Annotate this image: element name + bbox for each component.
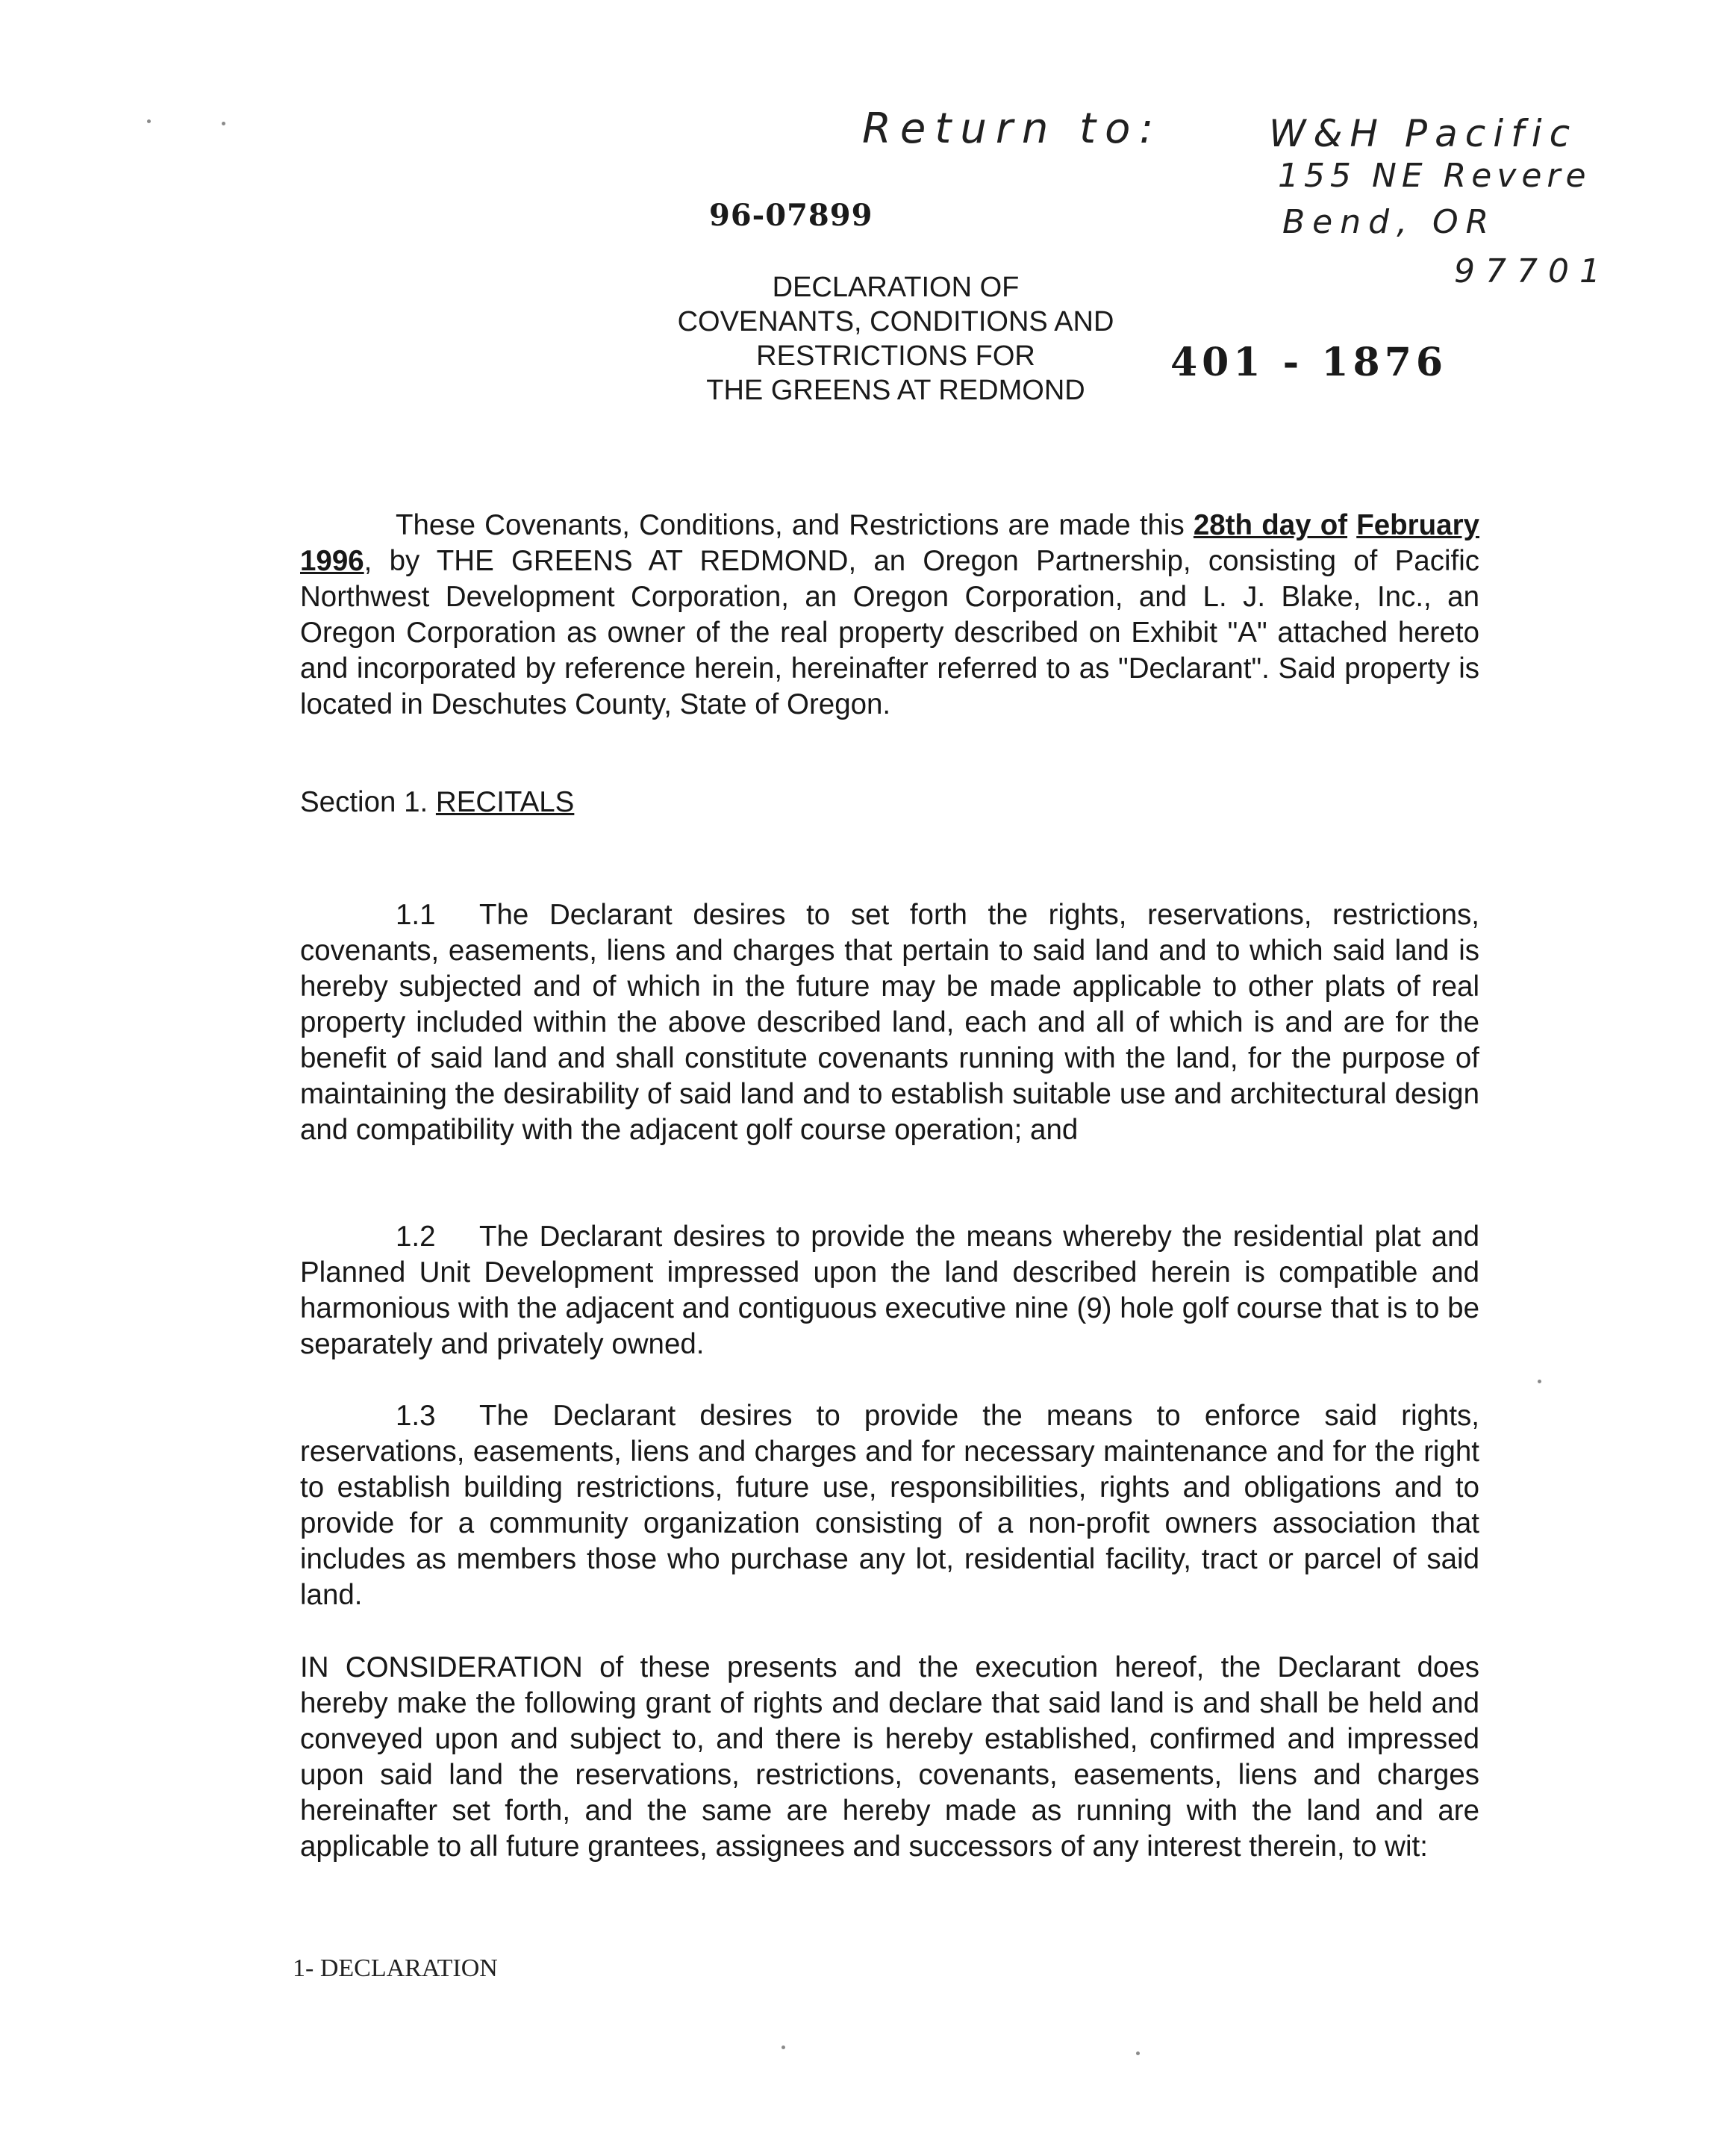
recital-paragraph-1-1	[300, 897, 1479, 1148]
intro-paragraph	[300, 508, 1479, 723]
intro-rest: , by THE GREENS AT REDMOND, an Oregon Partnership, consisting of Pacific Northwest Development Corporation, an Oregon Corporation, and L. J. Blake, Inc., an Oregon Corporation as owner of the real property described on Exhibit "A" attached hereto and incorporated by reference herein, hereinafter referred to as "Declarant". Said property is located in Deschutes County, State of Oregon.	[300, 545, 1479, 720]
section-heading	[300, 786, 574, 819]
scan-speck	[222, 122, 225, 125]
handwritten-address-line-2: 155 NE Revere	[1278, 157, 1591, 195]
paragraph-text: The Declarant desires to provide the means to enforce said rights, reservations, easements, liens and charges and for necessary maintenance and for the right to establish building restrictions, future use, responsibilities, rights and obligations and to provide for a community organization consisting of a non-profit owners association that includes as members those who purchase any lot, residential facility, tract or parcel of said land.	[300, 1400, 1479, 1611]
section-label: Section 1.	[300, 786, 436, 818]
recital-paragraph-1-2	[300, 1219, 1479, 1362]
paragraph-number: 1.2	[396, 1221, 436, 1253]
document-title	[627, 270, 1164, 408]
handwritten-address-line-4: 97701	[1454, 252, 1611, 290]
paragraph-number: 1.3	[396, 1400, 436, 1432]
title-line: COVENANTS, CONDITIONS AND	[677, 306, 1114, 337]
intro-date-month: February 1996	[300, 509, 1479, 577]
paragraph-number: 1.1	[396, 899, 436, 931]
recording-document-number: 96-07899	[709, 198, 873, 233]
title-line: RESTRICTIONS FOR	[756, 340, 1035, 372]
title-line: THE GREENS AT REDMOND	[706, 375, 1085, 406]
scan-speck	[1136, 2051, 1140, 2055]
handwritten-return-to: Return to:	[862, 105, 1163, 153]
intro-date-day: 28th day of	[1193, 509, 1348, 541]
title-line: DECLARATION OF	[772, 272, 1020, 303]
paragraph-text: The Declarant desires to set forth the rights, reservations, restrictions, covenants, easements, liens and charges that pertain to said land and to which said land is hereby subjected and of which in the future may be made applicable to other plats of real property included within the above described land, each and all of which is and are for the benefit of said land and shall constitute covenants running with the land, for the purpose of maintaining the desirability of said land and to establish suitable use and architectural design and compatibility with the adjacent golf course operation; and	[300, 899, 1479, 1146]
page-footer: 1- DECLARATION	[293, 1954, 498, 1982]
recital-paragraph-1-3	[300, 1398, 1479, 1613]
handwritten-address-line-1: W&H Pacific	[1269, 112, 1578, 155]
intro-lead: These Covenants, Conditions, and Restrictions are made this	[396, 509, 1194, 541]
paragraph-text: The Declarant desires to provide the means whereby the residential plat and Planned Unit Development impressed upon the land described herein is compatible and harmonious with the adjacent and contiguous executive nine (9) hole golf course that is to be separately and privately owned.	[300, 1221, 1479, 1360]
section-title: RECITALS	[435, 786, 575, 818]
scan-speck	[1538, 1380, 1541, 1383]
scan-speck	[147, 119, 151, 123]
handwritten-address-line-3: Bend, OR	[1282, 203, 1497, 241]
scan-speck	[781, 2046, 785, 2049]
consideration-paragraph: IN CONSIDERATION of these presents and the execution hereof, the Declarant does hereby make the following grant of rights and declare that said land is and shall be held and conveyed upon and subject to, and there is hereby established, confirmed and impressed upon said land the reservations, restrictions, covenants, easements, liens and charges hereinafter set forth, and the same are hereby made as running with the land and are applicable to all future grantees, assignees and successors of any interest therein, to wit:	[300, 1651, 1479, 1863]
recording-book-page: 401 - 1876	[1170, 340, 1448, 385]
